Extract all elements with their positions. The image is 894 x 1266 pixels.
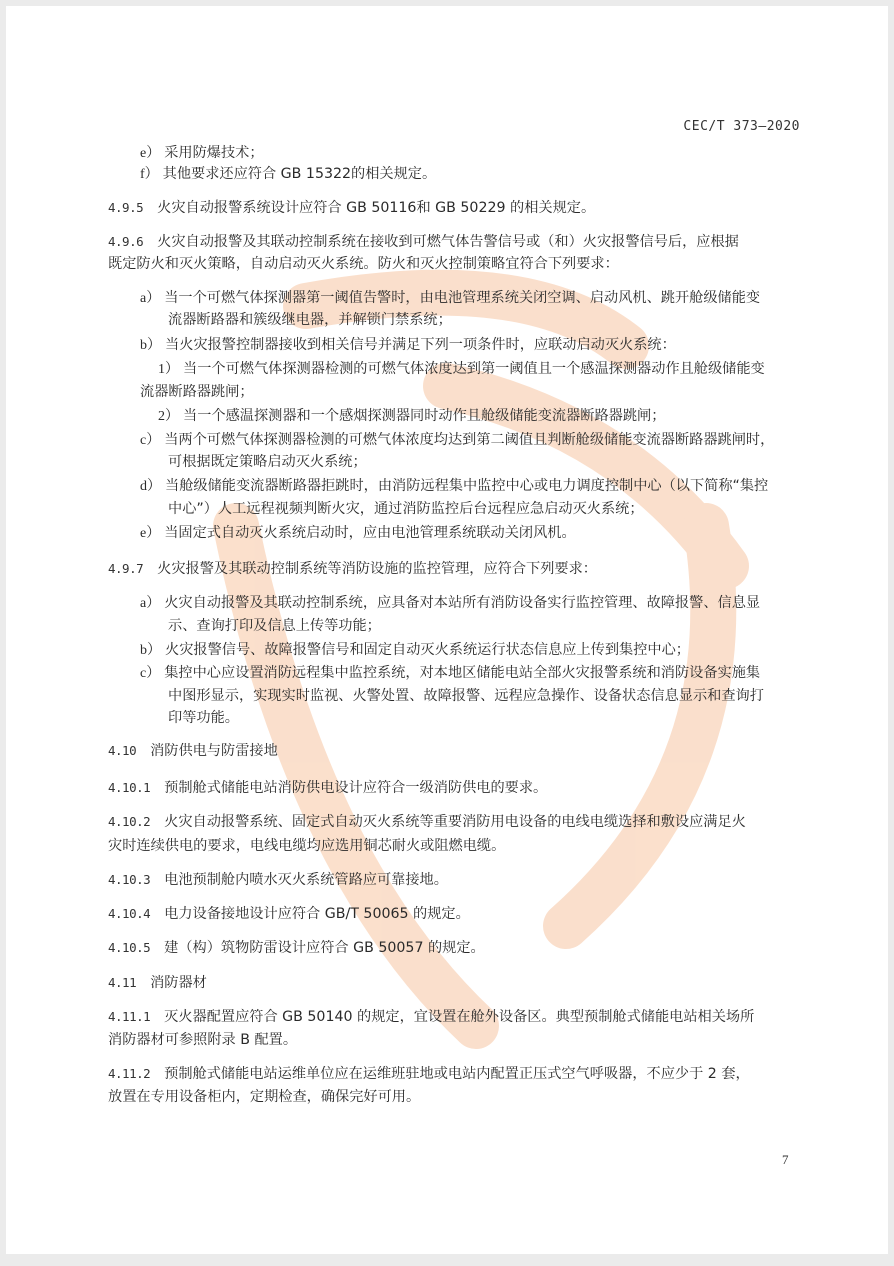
clause-line [108, 905, 470, 923]
line-text: 示、查询打印及信息上传等功能； [168, 618, 381, 634]
line-text: 消防器材 [150, 975, 207, 991]
clause-line [108, 974, 207, 992]
clause-number: 4.11 [108, 975, 137, 990]
clause-line [108, 939, 485, 957]
list-item-line [158, 360, 765, 379]
clause-number: 4.11.2 [108, 1066, 151, 1081]
list-item-line [140, 336, 676, 355]
list-marker: f） [140, 167, 159, 182]
list-item-line [140, 641, 690, 660]
clause-number: 4.10.3 [108, 872, 151, 887]
list-item-line [140, 289, 760, 308]
list-marker: e） [140, 146, 161, 161]
text-line [168, 687, 764, 705]
list-marker: c） [140, 666, 161, 681]
text-line [108, 255, 619, 273]
standard-code-header: CEC/T 373—2020 [683, 119, 800, 134]
text-line [108, 837, 505, 855]
line-text: 既定防火和灭火策略，自动启动灭火系统。防火和灭火控制策略宜符合下列要求： [108, 256, 619, 272]
line-text: 预制舱式储能电站运维单位应在运维班驻地或电站内配置正压式空气呼吸器，不应少于 2 套， [164, 1066, 750, 1082]
line-text: 其他要求还应符合 GB 15322的相关规定。 [162, 166, 437, 182]
line-text: 火灾自动报警系统设计应符合 GB 50116和 GB 50229 的相关规定。 [157, 200, 596, 216]
line-text: 可根据既定策略启动灭火系统； [168, 454, 367, 470]
list-marker: b） [140, 643, 161, 658]
clause-number: 4.11.1 [108, 1009, 151, 1024]
list-marker: 2） [158, 409, 179, 424]
text-line [108, 1088, 420, 1106]
line-text: 当两个可燃气体探测器检测的可燃气体浓度均达到第二阈值且判断舱级储能变流器断路器跳闸时， [164, 432, 775, 448]
list-item-line [140, 664, 760, 683]
line-text: 采用防爆技术； [164, 145, 264, 161]
list-item-line [140, 477, 768, 496]
line-text: 放置在专用设备柜内，定期检查，确保完好可用。 [108, 1089, 421, 1105]
list-marker: e） [140, 526, 161, 541]
list-marker: a） [140, 291, 161, 306]
text-line [168, 453, 367, 471]
list-item-line [140, 165, 436, 184]
clause-number: 4.9.7 [108, 561, 144, 576]
line-text: 灾时连续供电的要求，电线电缆均应选用铜芯耐火或阻燃电缆。 [108, 838, 506, 854]
list-item-line [140, 594, 760, 613]
line-text: 消防供电与防雷接地 [150, 743, 278, 759]
clause-line [108, 813, 746, 831]
line-text: 流器断路器跳闸； [140, 384, 254, 400]
line-text: 火灾报警及其联动控制系统等消防设施的监控管理，应符合下列要求： [157, 561, 597, 577]
line-text: 电池预制舱内喷水灭火系统管路应可靠接地。 [164, 872, 448, 888]
list-marker: 1） [158, 362, 179, 377]
line-text: 电力设备接地设计应符合 GB/T 50065 的规定。 [164, 906, 470, 922]
clause-number: 4.10 [108, 743, 137, 758]
clause-number: 4.10.4 [108, 906, 151, 921]
line-text: 当一个感温探测器和一个感烟探测器同时动作且舱级储能变流器断路器跳闸； [183, 408, 666, 424]
line-text: 建（构）筑物防雷设计应符合 GB 50057 的规定。 [164, 940, 485, 956]
clause-line [108, 742, 278, 760]
clause-line [108, 1065, 750, 1083]
line-text: 当固定式自动灭火系统启动时，应由电池管理系统联动关闭风机。 [164, 525, 576, 541]
clause-line [108, 779, 547, 797]
clause-number: 4.10.1 [108, 780, 151, 795]
clause-number: 4.9.6 [108, 234, 144, 249]
line-text: 消防器材可参照附录 B 配置。 [108, 1032, 298, 1048]
text-line [108, 1031, 297, 1049]
list-item-line [140, 524, 576, 543]
text-line [140, 383, 254, 401]
line-text: 火灾自动报警及其联动控制系统在接收到可燃气体告警信号或（和）火灾报警信号后，应根据 [157, 234, 739, 250]
line-text: 流器断路器和簇级继电器，并解锁门禁系统； [168, 312, 452, 328]
line-text: 中图形显示，实现实时监视、火警处置、故障报警、远程应急操作、设备状态信息显示和查询打 [168, 688, 764, 704]
text-line [168, 709, 239, 727]
list-item-line [140, 431, 774, 450]
list-marker: a） [140, 596, 161, 611]
list-item-line [158, 407, 665, 426]
clause-line [108, 560, 597, 578]
document-page [6, 6, 888, 1254]
line-text: 火灾报警信号、故障报警信号和固定自动灭火系统运行状态信息应上传到集控中心； [165, 642, 690, 658]
list-marker: b） [140, 338, 161, 353]
clause-line [108, 871, 448, 889]
page-number: 7 [782, 1152, 789, 1167]
list-marker: c） [140, 433, 161, 448]
clause-line [108, 199, 595, 217]
line-text: 中心”）人工远程视频判断火灾，通过消防监控后台远程应急启动灭火系统； [168, 501, 644, 517]
line-text: 当舱级储能变流器断路器拒跳时，由消防远程集中监控中心或电力调度控制中心（以下简称“集控 [165, 478, 769, 494]
clause-line [108, 1008, 754, 1026]
line-text: 当一个可燃气体探测器检测的可燃气体浓度达到第一阈值且一个感温探测器动作且舱级储能变 [183, 361, 765, 377]
line-text: 预制舱式储能电站消防供电设计应符合一级消防供电的要求。 [164, 780, 548, 796]
line-text: 印等功能。 [168, 710, 239, 726]
clause-number: 4.9.5 [108, 200, 144, 215]
text-line [168, 617, 381, 635]
list-item-line [140, 144, 264, 163]
line-text: 当一个可燃气体探测器第一阈值告警时，由电池管理系统关闭空调、启动风机、跳开舱级储能变 [164, 290, 761, 306]
clause-line [108, 233, 739, 251]
list-marker: d） [140, 479, 161, 494]
text-line [168, 311, 452, 329]
line-text: 火灾自动报警系统、固定式自动灭火系统等重要消防用电设备的电线电缆选择和敷设应满足火 [164, 814, 746, 830]
line-text: 当火灾报警控制器接收到相关信号并满足下列一项条件时，应联动启动灭火系统： [165, 337, 676, 353]
line-text: 火灾自动报警及其联动控制系统，应具备对本站所有消防设备实行监控管理、故障报警、信息显 [164, 595, 761, 611]
text-line [168, 500, 644, 518]
clause-number: 4.10.5 [108, 940, 151, 955]
line-text: 灭火器配置应符合 GB 50140 的规定，宜设置在舱外设备区。典型预制舱式储能电站相关场所 [164, 1009, 755, 1025]
line-text: 集控中心应设置消防远程集中监控系统，对本地区储能电站全部火灾报警系统和消防设备实施集 [164, 665, 761, 681]
clause-number: 4.10.2 [108, 814, 151, 829]
